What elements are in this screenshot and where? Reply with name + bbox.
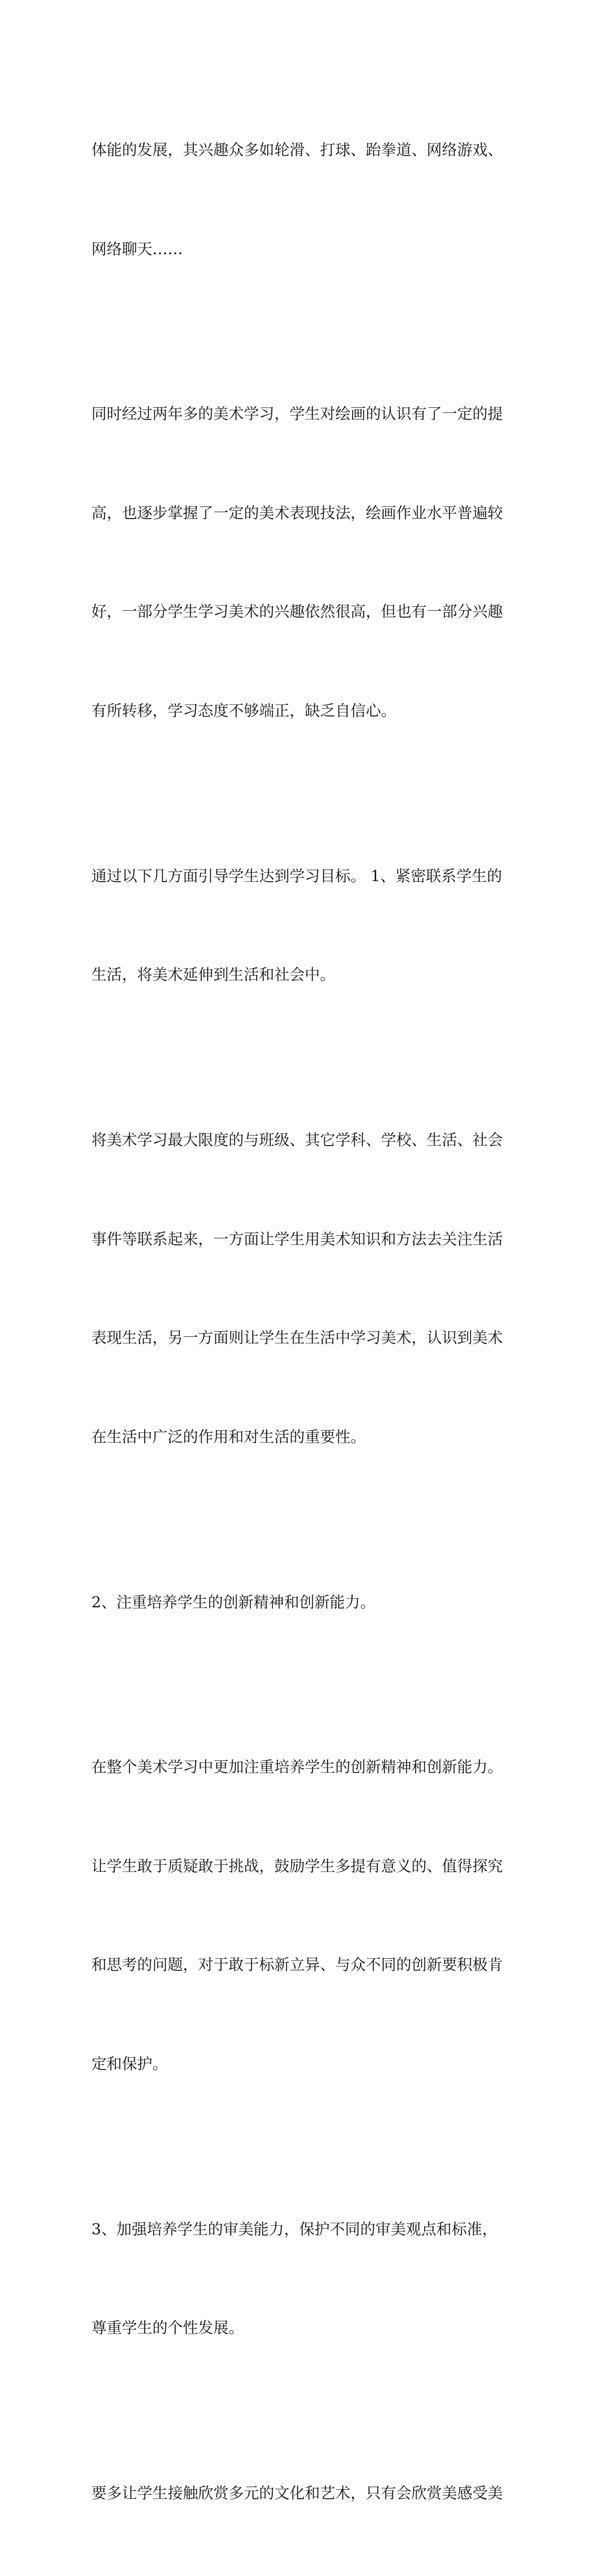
text-line: 3、加强培养学生的审美能力，保护不同的审美观点和标准，: [91, 2219, 497, 2238]
text-line: 好，一部分学生学习美术的兴趣依然很高，但也有一部分兴趣: [91, 602, 503, 621]
text-line: 要多让学生接触欣赏多元的文化和艺术，只有会欣赏美感受美: [91, 2483, 503, 2502]
text-line: 通过以下几方面引导学生达到学习目标。 1、紧密联系学生的: [91, 866, 503, 885]
text-line: 2、注重培养学生的创新精神和创新能力。: [91, 1592, 375, 1611]
text-line: 在整个美术学习中更加注重培养学生的创新精神和创新能力。: [91, 1758, 503, 1777]
text-line: 和思考的问题，对于敢于标新立异、与众不同的创新要积极肯: [91, 1956, 503, 1974]
text-line: 在生活中广泛的作用和对生活的重要性。: [91, 1427, 366, 1446]
paragraph-goal-3-detail: [91, 2411, 539, 2576]
text-line: 高，也逐步掌握了一定的美术表现技法，绘画作业水平普遍较: [91, 503, 503, 522]
text-line: 生活，将美术延伸到生活和社会中。: [91, 965, 335, 984]
text-line: 表现生活，另一方面则让学生在生活中学习美术，认识到美术: [91, 1329, 503, 1347]
text-line: 让学生敢于质疑敢于挑战，鼓励学生多提有意义的、值得探究: [91, 1856, 503, 1875]
text-line: 将美术学习最大限度的与班级、其它学科、学校、生活、社会: [91, 1130, 503, 1149]
paragraph-goal-3: [91, 2147, 539, 2411]
text-line: 体能的发展，其兴趣众多如轮滑、打球、跆拳道、网络游戏、: [91, 140, 503, 159]
paragraph-goal-2-detail: [91, 1684, 539, 2147]
document-page: [91, 67, 539, 2576]
paragraph-learning-status: [91, 331, 539, 794]
text-line: 事件等联系起来，一方面让学生用美术知识和方法去关注生活: [91, 1229, 503, 1248]
text-line: 网络聊天……: [91, 239, 183, 258]
text-line: 有所转移，学习态度不够端正，缺乏自信心。: [91, 702, 396, 720]
paragraph-goal-1-detail: [91, 1058, 539, 1520]
text-line: 尊重学生的个性发展。: [91, 2319, 244, 2337]
paragraph-interests: [91, 67, 539, 331]
paragraph-goal-1: [91, 794, 539, 1058]
paragraph-goal-2: [91, 1520, 539, 1685]
text-line: 定和保护。: [91, 2055, 168, 2074]
text-line: 同时经过两年多的美术学习，学生对绘画的认识有了一定的提: [91, 405, 503, 423]
